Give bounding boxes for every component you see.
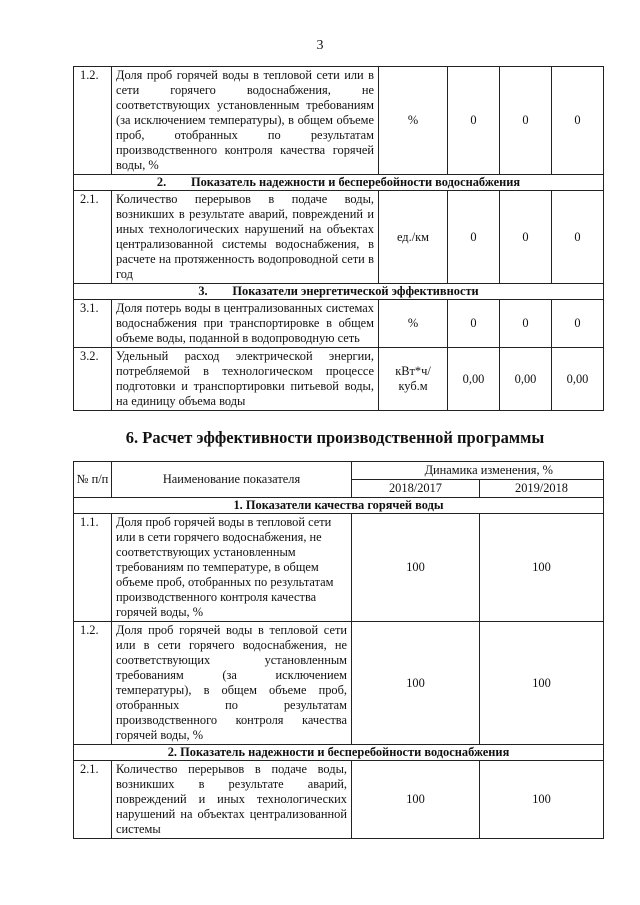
table-efficiency: [73, 461, 604, 839]
row-number: 3.2.: [74, 348, 112, 411]
row-value-3: 0,00: [552, 348, 604, 411]
row-description: Количество перерывов в подаче воды, возникших в результате аварий, повреждений и иных технологических нарушений на объектах централизованной системы водоснабжения, в расчете на протяженность водопроводной сети в год: [112, 191, 379, 284]
row-value-1: 0,00: [448, 348, 500, 411]
row-description: Доля проб горячей воды в тепловой сети или в сети горячего водоснабжения, не соответствующих установленным требованиям (за исключением температуры), в общем объеме проб, отобранных по результатам производственного контроля качества горячей воды, %: [112, 67, 379, 175]
row-number: 1.1.: [74, 514, 112, 622]
row-description: Доля проб горячей воды в тепловой сети или в сети горячего водоснабжения, не соответствующих установленным требованиям (за исключением температуры), в общем объеме проб, отобранных по результатам производственного контроля качества горячей воды, %: [112, 622, 352, 745]
row-description: Удельный расход электрической энергии, потребляемой в технологическом процессе подготовки и транспортировки питьевой воды, на единицу объема воды: [112, 348, 379, 411]
section-row: [74, 284, 604, 300]
row-description: Количество перерывов в подаче воды, возникших в результате аварий, повреждений и иных технологических нарушений на объектах централизованной системы: [112, 761, 352, 839]
table-row: [74, 67, 604, 175]
row-number: 3.1.: [74, 300, 112, 348]
header-num: № п/п: [74, 462, 112, 498]
row-value-2: 0: [500, 191, 552, 284]
section-heading: 2. Показатель надежности и бесперебойности водоснабжения: [74, 745, 604, 761]
section-heading: 1. Показатели качества горячей воды: [74, 498, 604, 514]
row-value-2: 0: [500, 67, 552, 175]
section-heading: 3. Показатели энергетической эффективности: [74, 284, 604, 300]
table-row: [74, 622, 604, 745]
row-value-2019-2018: 100: [480, 622, 604, 745]
row-value-3: 0: [552, 300, 604, 348]
page-number: 3: [316, 38, 324, 53]
table-row: [74, 761, 604, 839]
table-header-row: [74, 462, 604, 480]
row-value-2018-2017: 100: [352, 514, 480, 622]
row-description: Доля потерь воды в централизованных системах водоснабжения при транспортировке в общем объеме воды, поданной в водопроводную сеть: [112, 300, 379, 348]
table-row: [74, 348, 604, 411]
row-unit: кВт*ч/ куб.м: [379, 348, 448, 411]
header-col-2019-2018: 2019/2018: [480, 480, 604, 498]
row-value-1: 0: [448, 300, 500, 348]
section-title: 6. Расчет эффективности производственной программы: [125, 428, 545, 447]
section-row: [74, 498, 604, 514]
row-unit: %: [379, 300, 448, 348]
row-value-3: 0: [552, 191, 604, 284]
table-row: [74, 300, 604, 348]
row-value-2018-2017: 100: [352, 622, 480, 745]
row-number: 1.2.: [74, 67, 112, 175]
row-value-2: 0,00: [500, 348, 552, 411]
header-col-2018-2017: 2018/2017: [352, 480, 480, 498]
row-value-1: 0: [448, 67, 500, 175]
row-value-2: 0: [500, 300, 552, 348]
section-row: [74, 175, 604, 191]
row-description: Доля проб горячей воды в тепловой сети или в сети горячего водоснабжения, не соответствующих установленным требованиям по температуре, в общем объеме проб, отобранных по результатам производственного контроля качества горячей воды, %: [112, 514, 352, 622]
table-row: [74, 191, 604, 284]
row-value-2019-2018: 100: [480, 761, 604, 839]
row-value-3: 0: [552, 67, 604, 175]
section-row: [74, 745, 604, 761]
table-row: [74, 514, 604, 622]
row-number: 1.2.: [74, 622, 112, 745]
header-name: Наименование показателя: [112, 462, 352, 498]
row-unit: ед./км: [379, 191, 448, 284]
row-value-1: 0: [448, 191, 500, 284]
row-value-2019-2018: 100: [480, 514, 604, 622]
table-indicators: [73, 66, 604, 411]
row-number: 2.1.: [74, 191, 112, 284]
row-number: 2.1.: [74, 761, 112, 839]
header-dynamics: Динамика изменения, %: [352, 462, 604, 480]
row-unit: %: [379, 67, 448, 175]
section-heading: 2. Показатель надежности и бесперебойности водоснабжения: [74, 175, 604, 191]
row-value-2018-2017: 100: [352, 761, 480, 839]
